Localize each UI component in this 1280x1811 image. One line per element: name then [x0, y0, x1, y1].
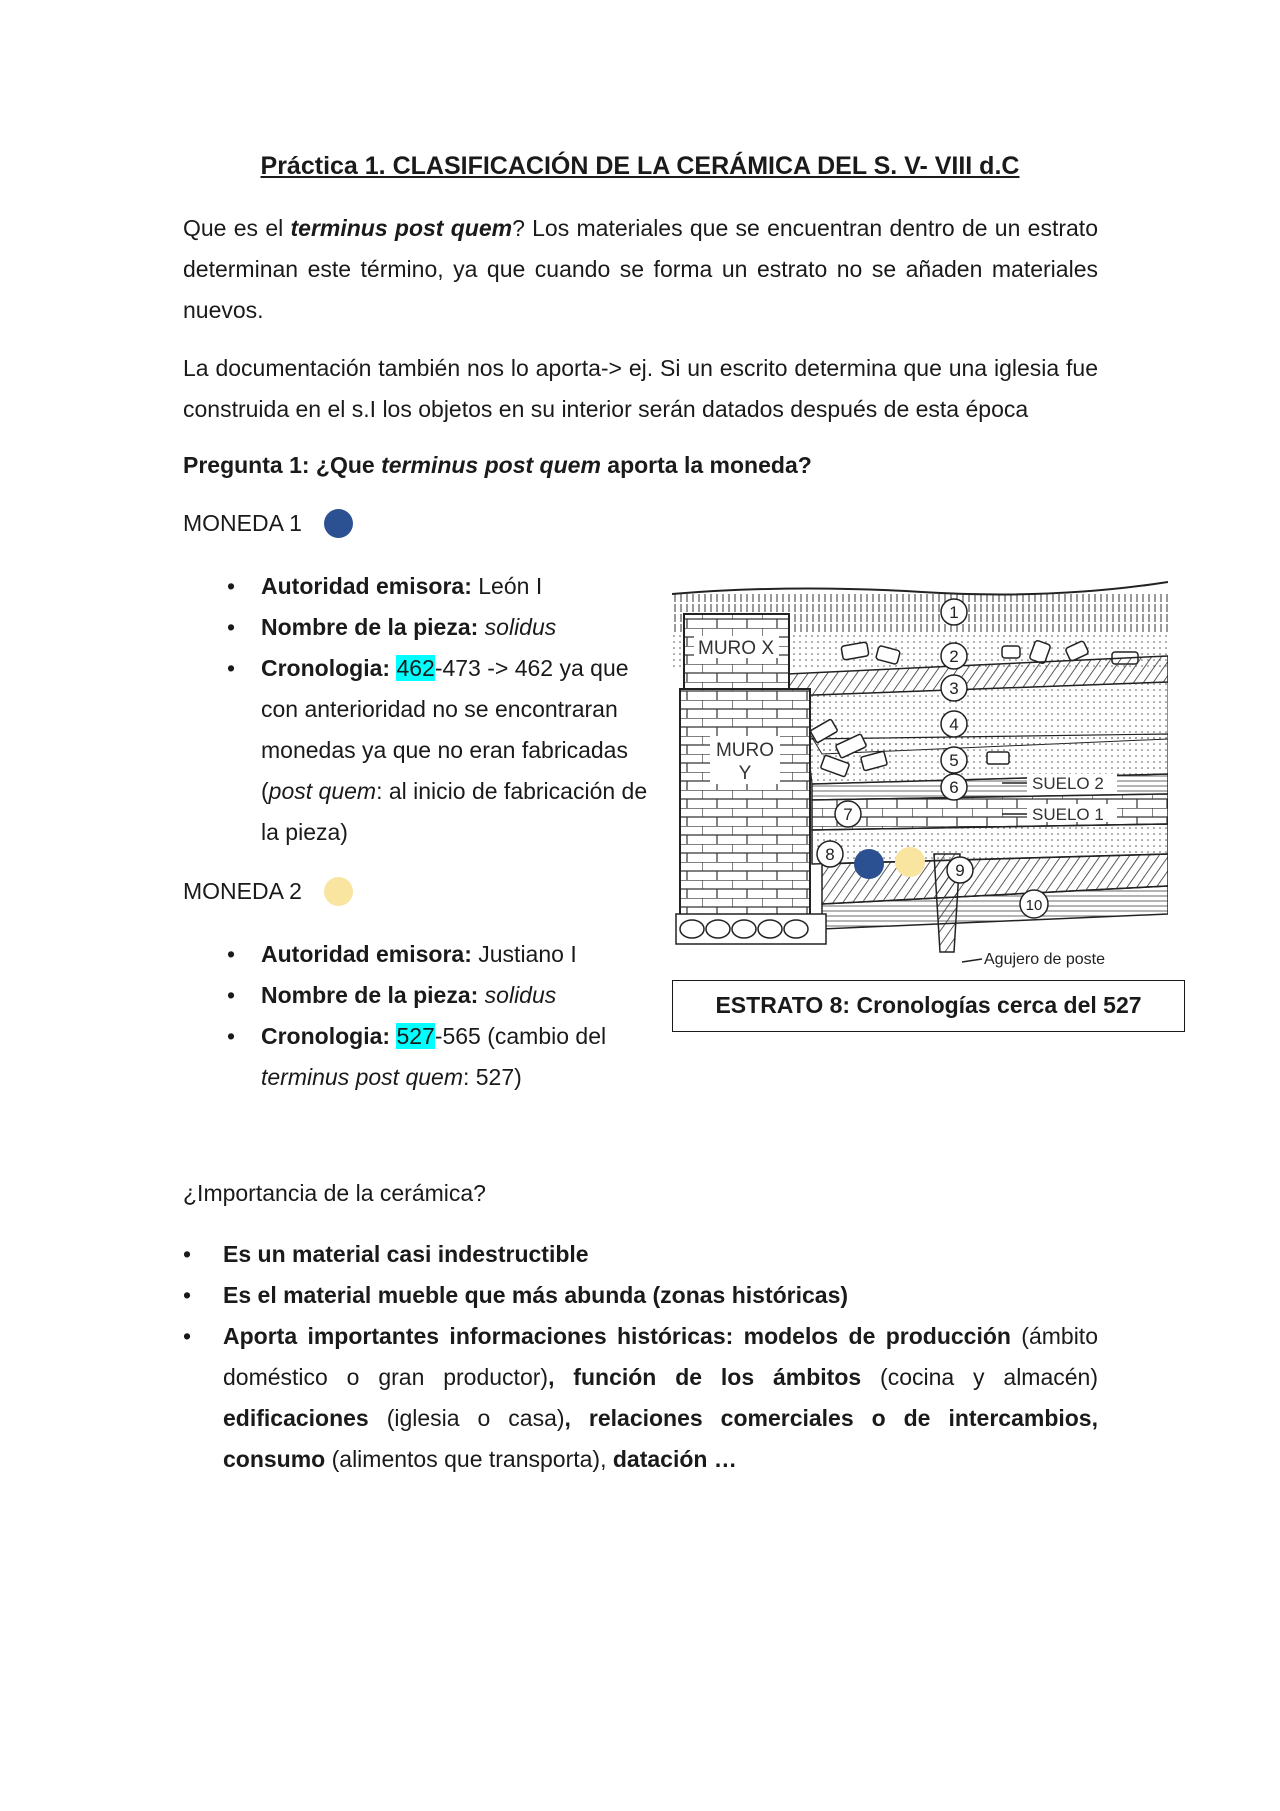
list-item: • Es un material casi indestructible	[183, 1234, 1098, 1275]
highlighted-year: 462	[396, 655, 435, 681]
post-hole-label: Agujero de poste	[984, 951, 1105, 968]
layer-label-5: 5	[949, 751, 959, 770]
layer-label-6: 6	[949, 778, 959, 797]
question-1: Pregunta 1: ¿Que terminus post quem aporta la moneda?	[183, 452, 812, 478]
coin-2-marker	[895, 847, 925, 877]
wall-y-label-1: MURO	[715, 740, 775, 761]
coin-1-dot	[324, 509, 353, 538]
list-item: • Autoridad emisora: León I	[183, 566, 658, 607]
figure-caption: ESTRATO 8: Cronologías cerca del 527	[672, 980, 1185, 1032]
coin-2-dot	[324, 877, 353, 906]
coin-2-details	[183, 934, 658, 1098]
coin-2-label: MONEDA 2	[183, 878, 302, 904]
list-item: • Nombre de la pieza: solidus	[183, 975, 658, 1016]
layer-label-10: 10	[1025, 897, 1043, 914]
list-item: • Autoridad emisora: Justiano I	[183, 934, 658, 975]
layer-label-9: 9	[955, 861, 965, 880]
wall-x-label: MURO X	[698, 638, 774, 659]
coin-1-label: MONEDA 1	[183, 510, 302, 536]
layer-label-2: 2	[949, 647, 959, 666]
layer-label-1: 1	[949, 603, 959, 622]
term-emphasis: terminus post quem	[290, 215, 513, 241]
stratigraphy-diagram	[672, 574, 1168, 974]
wall-y-label-2: Y	[738, 763, 752, 784]
layer-label-4: 4	[949, 715, 959, 734]
list-item: • Cronologia: 462-473 -> 462 ya que con anterioridad no se encontraran monedas ya que no eran fabricadas (post quem: al inicio de fabricación de la pieza)	[183, 648, 658, 853]
intro-paragraph-2: La documentación también nos lo aporta-> ej. Si un escrito determina que una iglesia fue construida en el s.I los objetos en su interior serán datados después de esta época	[183, 355, 1098, 422]
importance-question: ¿Importancia de la cerámica?	[183, 1180, 486, 1206]
coin-1-details	[183, 566, 658, 853]
suelo-1-label: SUELO 1	[1032, 805, 1104, 824]
list-item: • Nombre de la pieza: solidus	[183, 607, 658, 648]
list-item: • Es el material mueble que más abunda (zonas históricas)	[183, 1275, 1098, 1316]
layer-label-3: 3	[949, 679, 959, 698]
intro-paragraph-1: Que es el terminus post quem? Los materiales que se encuentran dentro de un estrato determinan este término, ya que cuando se forma un estrato no se añaden materiales nuevos.	[183, 215, 1098, 323]
highlighted-year: 527	[396, 1023, 435, 1049]
wall-y	[680, 689, 810, 939]
layer-label-7: 7	[843, 805, 853, 824]
importance-list	[183, 1234, 1098, 1480]
page-title: Práctica 1. CLASIFICACIÓN DE LA CERÁMICA DEL S. V- VIII d.C	[260, 152, 1020, 180]
list-item: • Aporta importantes informaciones históricas: modelos de producción (ámbito doméstico o gran productor), función de los ámbitos (cocina y almacén) edificaciones (iglesia o casa), relaciones comerciales o de intercambios, consumo (alimentos que transporta), datación …	[183, 1316, 1098, 1480]
layer-label-8: 8	[825, 845, 835, 864]
list-item: • Cronologia: 527-565 (cambio del terminus post quem: 527)	[183, 1016, 658, 1098]
coin-1-marker	[854, 849, 884, 879]
suelo-2-label: SUELO 2	[1032, 774, 1104, 793]
